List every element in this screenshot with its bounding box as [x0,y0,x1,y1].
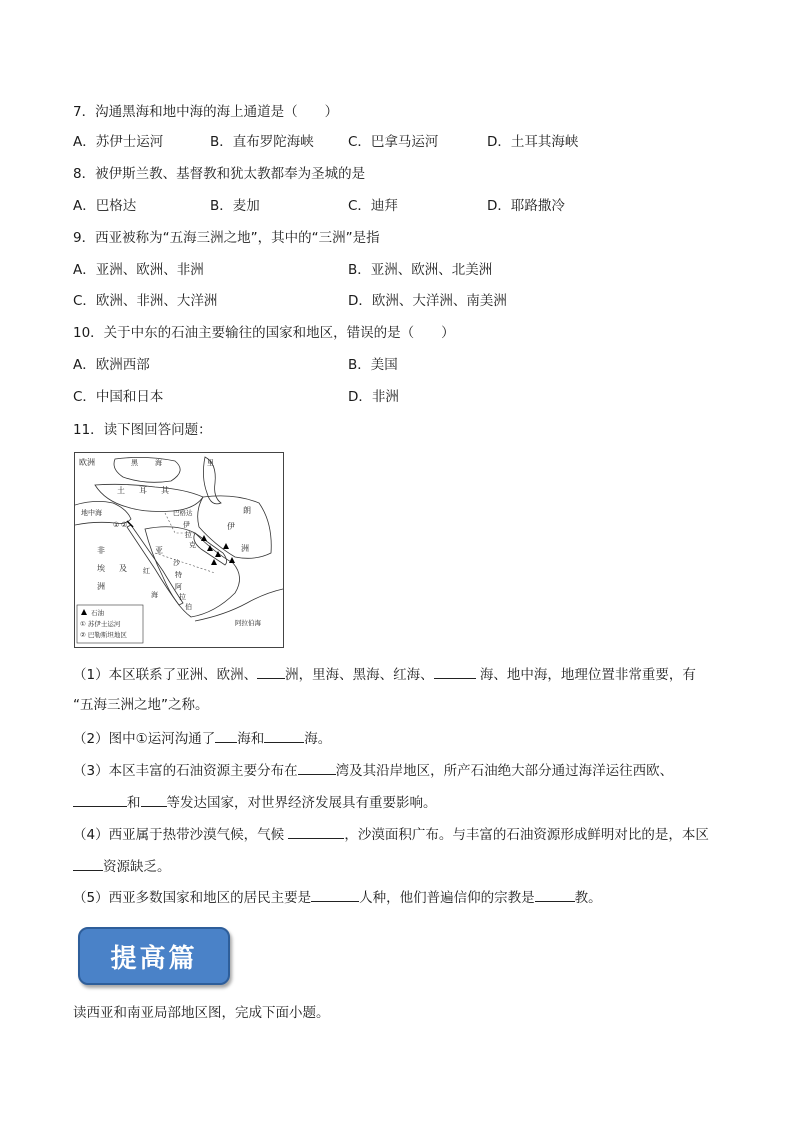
label-arabian-sea: 阿拉伯海 [235,619,261,627]
q11-s5-text2: 人种，他们普遍信仰的宗教是 [359,890,535,906]
q11-s4-blank1[interactable] [288,824,344,839]
q11-s4-text1: （4）西亚属于热带沙漠气候，气候 [73,827,289,843]
q11-s1-text2: 洲，里海、黑海、红海、 [285,667,434,683]
label-fei: 非 [97,546,105,555]
q11-s5-line [73,887,602,907]
section-badge: 提高篇 [78,927,230,985]
q11-s3-text3: 和 [127,795,141,811]
label-ai: 埃 [97,564,105,573]
q11-s3-line1 [73,760,673,780]
q11-s1-text1: （1）本区联系了亚洲、欧洲、 [73,667,258,683]
q8-option-b: B．麦加 [210,198,260,214]
label-black: 黑 [131,459,138,467]
legend-palestine: ② 巴勒斯坦地区 [80,631,127,639]
label-zhou-asia: 洲 [241,544,249,553]
q10-option-b: B．美国 [348,357,398,373]
q11-s2-blank1[interactable] [215,728,237,743]
q11-s4-blank2[interactable] [73,856,103,871]
q11-s1-blank2[interactable] [434,664,476,679]
q7-stem: 7．沟通黑海和地中海的海上通道是（ ） [73,104,339,120]
q11-s2-text2: 海和 [237,731,265,747]
q11-s1-blank1[interactable] [257,664,285,679]
q8-option-a: A．巴格达 [73,198,137,214]
label-ji: 及 [119,564,127,573]
q11-s5-blank2[interactable] [535,887,575,902]
q11-s2-text3: 海。 [304,731,332,747]
map-svg [75,453,283,647]
label-hong: 红 [143,567,150,575]
q11-s3-blank2[interactable] [73,792,127,807]
label-ke: 克 [189,541,196,549]
q7-option-b: B．直布罗陀海峡 [210,134,314,150]
q9-option-c: C．欧洲、非洲、大洋洲 [73,293,218,309]
west-asia-map [74,452,284,648]
legend-oil: 石油 [91,609,104,617]
q11-s2-blank2[interactable] [264,728,304,743]
q9-option-d: D．欧洲、大洋洲、南美洲 [348,293,507,309]
q11-s3-text2: 湾及其沿岸地区，所产石油绝大部分通过海洋运往西欧、 [335,763,674,779]
q8-stem: 8．被伊斯兰教、基督教和犹太教都奉为圣城的是 [73,166,366,182]
label-te: 特 [175,571,182,579]
label-la1: 拉 [185,531,192,539]
label-palestine-mark: ② [121,521,128,529]
q11-s1-text3: 海、地中海，地理位置非常重要，有 [475,667,696,683]
q11-s3-line2 [73,792,437,812]
q7-option-a: A．苏伊士运河 [73,134,164,150]
q11-s4-text2: ，沙漠面积广布。与丰富的石油资源形成鲜明对比的是，本区 [344,827,709,843]
q11-s2-text1: （2）图中①运河沟通了 [73,731,216,747]
label-yi2: 伊 [227,522,235,531]
section-intro: 读西亚和南亚局部地区图，完成下面小题。 [73,1005,330,1021]
q11-s3-text1: （3）本区丰富的石油资源主要分布在 [73,763,298,779]
q10-stem: 10．关于中东的石油主要输往的国家和地区，错误的是（ ） [73,325,455,341]
label-mediterranean: 地中海 [81,509,102,517]
label-tu: 土 [117,486,125,495]
q11-s3-text4: 等发达国家，对世界经济发展具有重要影响。 [166,795,437,811]
q11-s5-text3: 教。 [574,890,602,906]
legend-suez: ① 苏伊士运河 [80,620,121,628]
q11-s3-blank1[interactable] [298,760,336,775]
q8-option-c: C．迪拜 [348,198,398,214]
label-yi1: 伊 [183,521,190,529]
label-red-sea: 海 [151,591,158,599]
label-sha: 沙 [173,559,180,567]
label-lang: 朗 [243,506,251,515]
label-bo: 伯 [185,603,192,611]
label-suez-mark: ① [113,521,120,529]
q9-option-b: B．亚洲、欧洲、北美洲 [348,262,493,278]
q8-option-d: D．耶路撒冷 [487,198,565,214]
q10-option-c: C．中国和日本 [73,389,164,405]
label-ya: 亚 [155,546,163,555]
label-zhou-africa: 洲 [97,582,105,591]
q9-option-a: A．亚洲、欧洲、非洲 [73,262,204,278]
q11-s4-line2 [73,856,171,876]
label-er: 耳 [139,486,147,495]
label-li: 里 [207,459,214,467]
label-a: 阿 [175,583,182,591]
q11-stem: 11．读下图回答问题： [73,422,212,438]
q11-s5-text1: （5）西亚多数国家和地区的居民主要是 [73,890,312,906]
q11-s5-blank1[interactable] [311,887,359,902]
label-black-sea: 海 [155,459,162,467]
q11-s4-line1 [73,824,709,844]
q11-s2-line [73,728,331,748]
label-la2: 拉 [179,593,186,601]
label-europe: 欧洲 [79,458,95,467]
q9-stem: 9．西亚被称为“五海三洲之地”，其中的“三洲”是指 [73,230,380,246]
q11-s1-line1 [73,664,696,684]
q10-option-a: A．欧洲西部 [73,357,150,373]
q7-option-d: D．土耳其海峡 [487,134,579,150]
q11-s1-line2: “五海三洲之地”之称。 [73,697,209,713]
q10-option-d: D．非洲 [348,389,399,405]
q11-s4-text3: 资源缺乏。 [103,859,171,875]
q11-s3-blank3[interactable] [141,792,167,807]
q7-option-c: C．巴拿马运河 [348,134,439,150]
label-baghdad: 巴格达 [173,509,193,517]
label-qi: 其 [161,486,169,495]
